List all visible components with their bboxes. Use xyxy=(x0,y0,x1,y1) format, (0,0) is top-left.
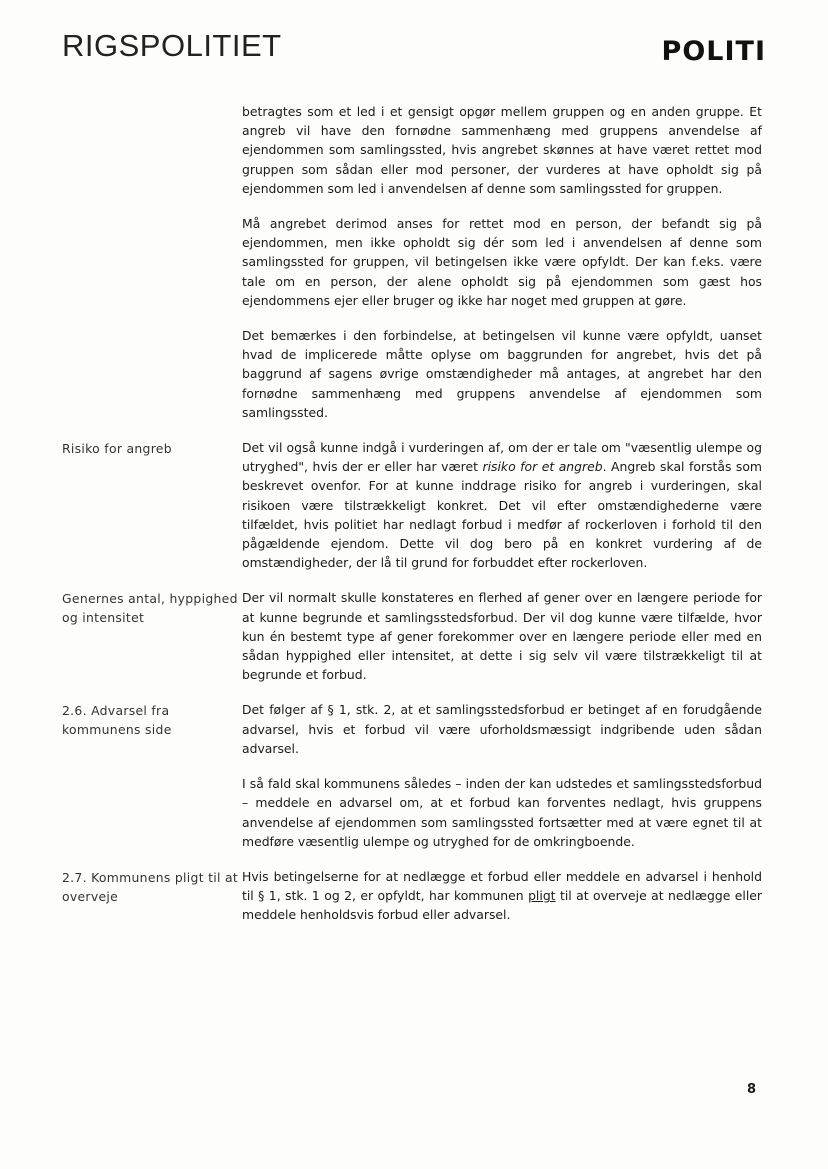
text-run: Hvis betingelserne for at nedlægge et forbud eller meddele en advarsel i henhold til § 1, stk. 1 og 2, er opfyldt, har kommunen xyxy=(242,868,762,904)
paragraph: Det bemærkes i den forbindelse, at betingelsen vil kunne være opfyldt, uanset hvad de implicerede måtte oplyse om baggrunden for angrebet, hvis det på baggrund af sagens øvrige omstændigheder må antages, at angrebet har den fornødne sammenhæng med gruppens anvendelse af ejendommen som samlingssted. xyxy=(242,328,762,420)
side-heading: 2.7. Kommunens pligt til at overveje xyxy=(62,869,239,904)
paragraph: Der vil normalt skulle konstateres en flerhed af gener over en længere periode for at kunne begrunde et samlingsstedsforbud. Der vil dog kunne være tilfælde, hvor kun én bestemt type af gener forekommer over en længere periode eller med en sådan hyppighed eller intensitet, at dette i sig selv vil være tilstrækkeligt til at begrunde et forbud. xyxy=(242,590,762,683)
section-text xyxy=(242,102,762,438)
page-number: 8 xyxy=(746,1082,756,1097)
text-run: . Angreb skal forstås som beskrevet ovenfor. For at kunne inddrage risiko for angreb i vurderingen, skal risikoen være tilstrækkeligt konkret. Det vil efter omstændighederne være tilfældet, hvis politiet har nedlagt forbud i medfør af rockerloven i forhold til den pågældende ejendom. Dette vil dog bero på en konkret vurdering af de omstændigheder, der lå til grund for forbuddet efter rockerloven. xyxy=(242,459,763,571)
section-intro xyxy=(62,102,762,438)
section-text xyxy=(242,700,762,866)
document-body xyxy=(62,102,762,941)
politi-logo: POLITI xyxy=(661,36,766,67)
paragraph: I så fald skal kommunens således – inden der kan udstedes et samlingsstedsforbud – meddele en advarsel om, at et forbud kan forventes nedlagt, hvis gruppens anvendelse af ejendommen som samlingssted fortsætter med at være egnet til at medføre væsentlig ulempe og utryghed for de omkringboende. xyxy=(242,776,762,849)
paragraph xyxy=(242,867,762,925)
header-title: RIGSPOLITIET xyxy=(62,28,282,63)
text-run: til at overveje at nedlægge eller meddele henholdsvis forbud eller advarsel. xyxy=(242,888,762,923)
side-heading: Genernes antal, hyppighed og intensitet xyxy=(62,591,238,626)
section-text xyxy=(242,438,762,588)
side-heading: 2.6. Advarsel fra kommunens side xyxy=(62,703,172,738)
paragraph xyxy=(242,438,762,572)
underlined-word: pligt xyxy=(528,888,556,904)
section-text xyxy=(242,588,762,700)
section-risiko xyxy=(62,438,762,588)
side-heading xyxy=(62,102,242,438)
paragraph: betragtes som et led i et gensigt opgør mellem gruppen og en anden gruppe. Et angreb vil have den fornødne sammenhæng med gruppens anvendelse af ejendommen som samlingssted, hvis angrebet skønnes at have været rettet mod gruppen som sådan eller mod personer, der vurderes at have opholdt sig på ejendommen som led i anvendelsen af denne som samlingssted for gruppen. xyxy=(242,104,762,196)
section-text xyxy=(242,867,762,941)
side-heading: Risiko for angreb xyxy=(62,441,172,457)
section-pligt xyxy=(62,867,762,941)
italic-phrase: risiko for et angreb xyxy=(482,459,603,475)
section-gener xyxy=(62,588,762,700)
paragraph: Det følger af § 1, stk. 2, at et samlingsstedsforbud er betinget af en forudgående advarsel, hvis et forbud vil være uforholdsmæssigt indgribende uden sådan advarsel. xyxy=(242,702,762,756)
section-advarsel xyxy=(62,700,762,866)
text-run: Det vil også kunne indgå i vurderingen af, om der er tale om "væsentlig ulempe og utryghed", hvis der er eller har været xyxy=(242,440,762,475)
paragraph: Må angrebet derimod anses for rettet mod en person, der befandt sig på ejendommen, men ikke opholdt sig dér som led i anvendelsen af denne som samlingssted for gruppen, vil betingelsen ikke være opfyldt. Der kan f.eks. være tale om en person, der alene opholdt sig på ejendommen som gæst hos ejendommens ejer eller bruger og ikke har noget med gruppen at gøre. xyxy=(242,216,762,308)
